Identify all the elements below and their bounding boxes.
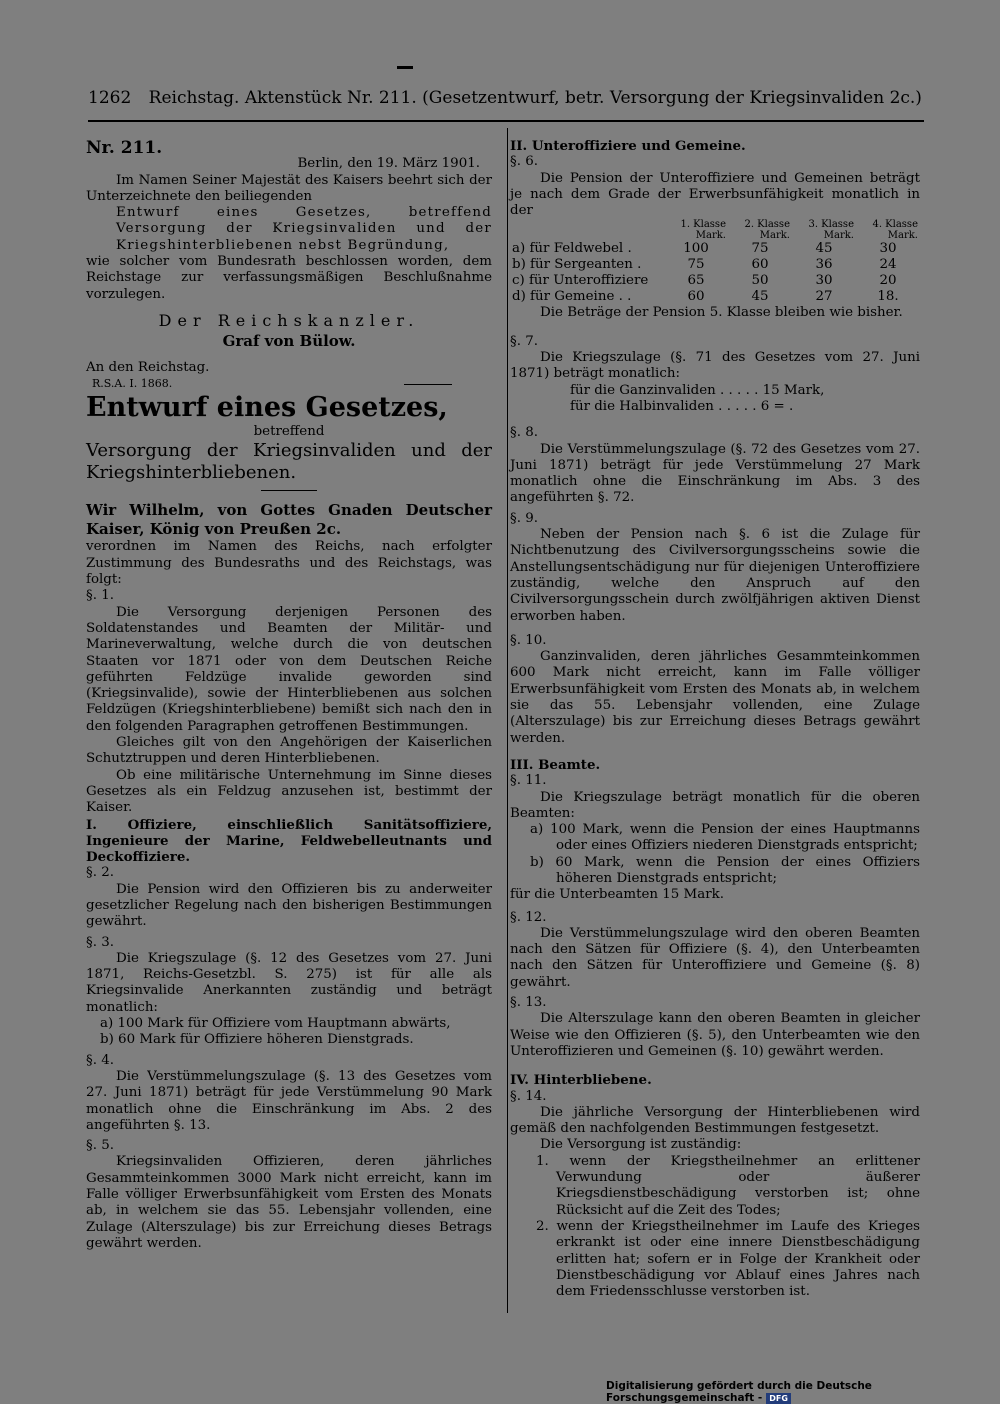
cell: 30	[815, 273, 833, 289]
cell: 45	[751, 289, 769, 305]
section-12-head: §. 12.	[510, 909, 547, 925]
addressee: An den Reichstag.	[86, 359, 210, 375]
section-5-text: Kriegsinvaliden Offizieren, deren jährliches Gesammteinkommen 3000 Mark nicht erreicht, kann im Falle völliger Erwerbsunfähigkeit vom Ersten des Monats ab, in welchem sie das 55. Lebensjahr vollenden, eine Zulage (Alterszulage) bis zur Erreichung dieses Betrags gewährt werden.	[86, 1154, 492, 1251]
section-1-text-2: Gleiches gilt von den Angehörigen der Kaiserlichen Schutztruppen und deren Hinterbliebenen.	[86, 735, 492, 767]
section-8-head: §. 8.	[510, 425, 538, 441]
section-13-text: Die Alterszulage kann den oberen Beamten in gleicher Weise wie den Offizieren (§. 5), den Unterbeamten wie den Unteroffizieren und Gemeinen (§. 10) gewährt werden.	[510, 1011, 920, 1059]
table-head: 1. Klasse Mark.	[680, 219, 726, 242]
betreffend: betreffend	[253, 424, 325, 440]
right-column	[510, 136, 920, 1300]
section-1-text-3: Ob eine militärische Unternehmung im Sinne dieses Gesetzes als ein Feldzug anzusehen ist, bestimmt der Kaiser.	[86, 767, 492, 816]
page-number: 1262	[88, 88, 132, 108]
section-11-head: §. 11.	[510, 773, 547, 789]
cell: 27	[815, 289, 833, 305]
section-4-head: §. 4.	[86, 1052, 114, 1068]
cell: 75	[751, 241, 769, 257]
row-label: d) für Gemeine . .	[512, 289, 632, 305]
cell: 60	[751, 257, 769, 273]
section-6-text: Die Pension der Unteroffiziere und Gemeinen beträgt je nach dem Grade der Erwerbsunfähigkeit monatlich in der	[510, 170, 920, 219]
section-7-text: Die Kriegszulage (§. 71 des Gesetzes vom 27. Juni 1871) beträgt monatlich:	[510, 350, 920, 382]
cell: 50	[751, 273, 769, 289]
section-12-text: Die Verstümmelungszulage wird den oberen Beamten nach den Sätzen für Offiziere (§. 4), den Unterbeamten nach den Sätzen für Unteroffiziere und Gemeine (§. 8) gewährt.	[510, 925, 920, 990]
date-line: Berlin, den 19. März 1901.	[297, 156, 480, 172]
chapter-4-title: IV. Hinterbliebene.	[510, 1072, 652, 1089]
section-6-head: §. 6.	[510, 154, 538, 170]
table-row	[510, 257, 920, 273]
short-rule	[404, 384, 452, 385]
section-14-text-2: Die Versorgung ist zuständig:	[540, 1137, 742, 1153]
document-number: Nr. 211.	[86, 138, 163, 158]
table-head: 2. Klasse Mark.	[744, 219, 790, 242]
table-row	[510, 289, 920, 305]
cell: 30	[879, 241, 897, 257]
signature: Graf von Bülow.	[222, 332, 356, 351]
chapter-2-title: II. Unteroffiziere und Gemeine.	[510, 138, 746, 154]
law-subtitle: Versorgung der Kriegsinvaliden und der Kriegshinterbliebenen.	[86, 440, 492, 484]
law-title: Entwurf eines Gesetzes,	[86, 392, 448, 424]
section-5-head: §. 5.	[86, 1138, 114, 1154]
section-14-item-1: 1. wenn der Kriegstheilnehmer an erlittener Verwundung oder äußerer Kriegsdienstbeschädigung verstorben ist; ohne Rücksicht auf die Zeit des Todes;	[536, 1153, 920, 1218]
cell: 45	[815, 241, 833, 257]
entwurf-line: Entwurf eines Gesetzes, betreffend Versorgung der Kriegsinvaliden und der Kriegshinterbliebenen nebst Begründung,	[116, 205, 492, 253]
row-label: b) für Sergeanten .	[512, 257, 642, 273]
section-8-text: Die Verstümmelungszulage (§. 72 des Gesetzes vom 27. Juni 1871) beträgt für jede Verstümmelung 27 Mark monatlich ohne die Einschränkung im Abs. 3 des angeführten §. 72.	[510, 441, 920, 506]
footer-credit	[606, 1380, 1000, 1404]
title-rule	[261, 490, 317, 491]
section-14-text: Die jährliche Versorgung der Hinterbliebenen wird gemäß den nachfolgenden Bestimmungen festgesetzt.	[510, 1104, 920, 1137]
left-column	[86, 140, 492, 1252]
chapter-1-title: I. Offiziere, einschließlich Sanitätsoffiziere, Ingenieure der Marine, Feldwebelleutnants und Deckoffiziere.	[86, 816, 492, 866]
section-11-text: Die Kriegszulage beträgt monatlich für die oberen Beamten:	[510, 789, 920, 821]
section-11-c: für die Unterbeamten 15 Mark.	[510, 887, 725, 903]
section-10-head: §. 10.	[510, 632, 547, 648]
intro-text-2: wie solcher vom Bundesrath beschlossen worden, dem Reichstage zur verfassungsmäßigen Beschlußnahme vorzulegen.	[86, 254, 492, 302]
row-label: c) für Unteroffiziere	[512, 273, 649, 289]
section-1-text: Die Versorgung derjenigen Personen des Soldatenstandes und Beamten der Militär- und Marineverwaltung, welche durch die von deutschen Staaten vor 1871 oder von dem Deutschen Reiche geführten Feldzüge invalide geworden sind (Kriegsinvalide), sowie der Hinterbliebenen aus solchen Feldzügen (Kriegshinterbliebene) bemißt sich nach den in den folgenden Paragraphen getroffenen Bestimmungen.	[86, 604, 492, 734]
section-13-head: §. 13.	[510, 995, 547, 1011]
section-14-head: §. 14.	[510, 1088, 547, 1104]
preamble: Wir Wilhelm, von Gottes Gnaden Deutscher Kaiser, König von Preußen 2c.	[86, 501, 492, 539]
section-9-head: §. 9.	[510, 510, 538, 526]
page-header	[88, 88, 923, 108]
section-7-head: §. 7.	[510, 333, 538, 349]
cell: 60	[687, 289, 705, 305]
cell: 75	[687, 257, 705, 273]
running-title: Reichstag. Aktenstück Nr. 211. (Gesetzentwurf, betr. Versorgung der Kriegsinvaliden 2c.)	[148, 88, 922, 108]
table-head: 3. Klasse Mark.	[808, 219, 854, 242]
section-11-b: b) 60 Mark, wenn die Pension der eines Offiziers höheren Dienstgrads entspricht;	[530, 854, 920, 886]
kanzler-title: Der Reichskanzler.	[158, 310, 420, 330]
header-rule	[88, 120, 924, 122]
section-6-text-2: Die Beträge der Pension 5. Klasse bleiben wie bisher.	[540, 305, 903, 321]
cell: 100	[683, 241, 709, 257]
section-2-head: §. 2.	[86, 865, 114, 881]
section-3-head: §. 3.	[86, 934, 114, 950]
table-head: 4. Klasse Mark.	[872, 219, 918, 242]
section-10-text: Ganzinvaliden, deren jährliches Gesammteinkommen 600 Mark nicht erreicht, kann im Falle völliger Erwerbsunfähigkeit vom Ersten des Monats ab, in welchem sie das 55. Lebensjahr vollenden, eine Zulage (Alterszulage) bis zur Erreichung dieses Betrags gewährt werden.	[510, 649, 920, 746]
intro-text: Im Namen Seiner Majestät des Kaisers beehrt sich der Unterzeichnete den beiliegenden	[86, 172, 492, 204]
row-label: a) für Feldwebel .	[512, 241, 632, 257]
verordnen: verordnen im Namen des Reichs, nach erfolgter Zustimmung des Bundesraths und des Reichstags, was folgt:	[86, 539, 492, 588]
cell: 24	[879, 257, 897, 273]
section-9-text: Neben der Pension nach §. 6 ist die Zulage für Nichtbenutzung des Civilversorgungsscheins sowie die Anstellungsentschädigung nur für diejenigen Unteroffiziere zuständig, welche den Anspruch auf den Civilversorgungsschein durch zwölfjährigen aktiven Dienst erworben haben.	[510, 527, 920, 624]
cell: 20	[879, 273, 897, 289]
cell: 36	[815, 257, 833, 273]
section-7-line-2: für die Halbinvaliden . . . . . 6 = .	[570, 398, 794, 414]
top-mark	[397, 66, 413, 69]
column-divider	[507, 128, 508, 1313]
section-11-a: a) 100 Mark, wenn die Pension der eines Hauptmanns oder eines Offiziers niederen Dienstgrads entspricht;	[530, 822, 920, 854]
reference: R.S.A. I. 1868.	[92, 376, 173, 390]
section-7-line-1: für die Ganzinvaliden . . . . . 15 Mark,	[570, 382, 825, 398]
section-3-a: a) 100 Mark für Offiziere vom Hauptmann abwärts,	[100, 1016, 451, 1032]
section-2-text: Die Pension wird den Offizieren bis zu anderweiter gesetzlicher Regelung nach den bisherigen Bestimmungen gewährt.	[86, 881, 492, 930]
cell: 65	[687, 273, 705, 289]
table-row	[510, 273, 920, 289]
section-14-item-2: 2. wenn der Kriegstheilnehmer im Laufe des Krieges erkrankt ist oder eine innere Dienstbeschädigung erlitten hat; sofern er in Folge der Krankheit oder Dienstbeschädigung vor Ablauf eines Jahres nach dem Friedensschlusse verstorben ist.	[536, 1218, 920, 1300]
cell: 18.	[877, 289, 899, 305]
chapter-3-title: III. Beamte.	[510, 756, 601, 773]
section-3-b: b) 60 Mark für Offiziere höheren Dienstgrads.	[100, 1032, 414, 1048]
pension-table	[510, 219, 920, 305]
table-row	[510, 241, 920, 257]
footer-text: Digitalisierung gefördert durch die Deutsche Forschungsgemeinschaft -	[606, 1380, 872, 1404]
section-3-text: Die Kriegszulage (§. 12 des Gesetzes vom 27. Juni 1871, Reichs-Gesetzbl. S. 275) ist für alle als Kriegsinvalide Anerkannten zuständig und beträgt monatlich:	[86, 950, 492, 1015]
dfg-logo: DFG	[766, 1393, 791, 1404]
section-4-text: Die Verstümmelungszulage (§. 13 des Gesetzes vom 27. Juni 1871) beträgt für jede Verstümmelung 90 Mark monatlich ohne die Einschränkung im Abs. 2 des angeführten §. 13.	[86, 1068, 492, 1133]
section-1-head: §. 1.	[86, 588, 114, 604]
